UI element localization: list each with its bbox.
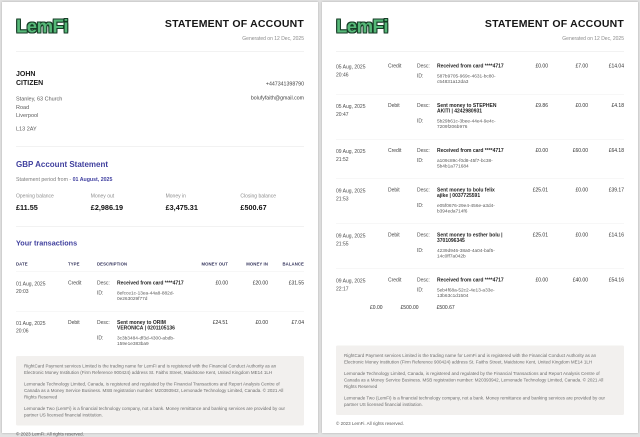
holder-postcode: L13 2AY [16,125,37,132]
id-label: ID: [417,158,424,164]
page-header [336,12,624,52]
txn-money-in: £0.00 [255,319,268,326]
txn-time: 22:17 [336,286,349,292]
txn-description: Sent money to ORIM VERONICA | 0201105136 [117,319,175,331]
txn-description: Sent money to bolu felix ajike | 0037725591 [437,187,495,199]
txn-date: 05 Aug, 2025 [336,64,366,70]
summary-value: £2,986.19 [90,203,124,212]
txn-description: Sent money to STEPHEN AKITI | 4242980931 [437,103,497,114]
txn-money-in: £60.00 [572,148,588,154]
page-2-holder [322,2,638,433]
txn-balance: £500.67 [436,305,455,311]
transaction-row [16,271,304,311]
txn-date: 01 Aug, 2025 [16,281,46,287]
balance-summary [16,193,304,212]
holder-address [16,95,62,120]
page-1-holder [2,2,318,437]
txn-money-in: £500.00 [400,305,419,311]
summary-label: Money out [90,193,115,199]
txn-id: 587b9705-969c-4631-bc80-c54831a12da3 [437,73,496,85]
col-money-out: MONEY OUT [201,261,228,267]
txn-type: Credit [388,148,402,154]
txn-money-out: £0.00 [535,63,548,69]
txn-description: Sent money to esther bolu | 3701096345 [437,232,503,244]
desc-label: Desc: [417,103,430,109]
overflow-amounts-row [370,305,624,311]
account-holder-section [16,69,304,132]
transactions-rows-page2 [336,55,624,318]
txn-description: Received from card ****4717 [437,277,504,283]
txn-money-in: £40.00 [572,277,588,283]
txn-type: Debit [388,187,400,193]
id-label: ID: [417,248,424,254]
txn-id: 4239d946-38a0-4a04-baf5-14c0ff7a042b [437,248,495,259]
transactions-rows-page1 [16,271,304,356]
txn-balance: £14.16 [608,232,624,238]
txn-type: Debit [388,103,400,109]
txn-type: Debit [68,319,80,326]
section-divider [16,146,304,147]
txn-type: Credit [388,63,402,69]
generated-date: Generated on 12 Dec, 2025 [242,36,304,42]
header-divider [336,52,624,53]
summary-label: Money in [165,193,186,199]
txn-money-out: £0.00 [535,277,548,283]
txn-type: Credit [68,280,82,286]
txn-time: 20:47 [336,111,349,118]
statement-title: STATEMENT OF ACCOUNT [484,18,624,30]
txn-balance: £54.16 [608,277,624,283]
txn-balance: £4.18 [611,103,624,109]
txn-money-in: £7.00 [575,63,588,69]
desc-label: Desc: [417,63,430,69]
transaction-row [336,55,624,94]
desc-label: Desc: [97,319,110,326]
legal-paragraph: Lemonade Two (LemFi) is a financial technology company, not a bank. Money remittance and banking services are provided by our partner US licensed financial institution. [24,406,285,418]
legal-paragraph: Lemonade Technology Limited, Canada, is registered and regulated by the Financial Transactions and Report Analysis Centre of Canada as a Money Service Business. MSB registration number: M20393942, Lemonade Technology Limited, Canada. © 2021 All Rights Reserved [24,381,284,400]
txn-money-in: £20.00 [252,280,268,286]
txn-id: 5b29b61c-3bee-44e4-9e4c-7209f206b976 [437,118,496,130]
lemfi-logo: LemFi [16,16,68,37]
id-label: ID: [417,203,424,209]
txn-money-out: £0.00 [535,148,548,154]
summary-money-out [91,193,166,212]
txn-money-in: £0.00 [575,232,588,238]
holder-phone: +447341398790 [265,81,304,87]
period-label: Statement period from - [16,176,72,183]
txn-money-out: £0.00 [215,280,228,286]
transactions-table-header [16,256,304,271]
txn-money-in: £0.00 [575,103,588,109]
statement-period [16,176,304,182]
summary-value: £500.67 [240,203,267,212]
transaction-row [336,139,624,179]
txn-money-out: £24.51 [212,319,228,326]
txn-id: 3c3b3484-df3d-4300-abdb-159e1e383ba9 [117,335,175,347]
col-money-in: MONEY IN [246,261,268,267]
txn-description: Received from card ****4717 [437,148,504,154]
summary-closing [240,193,304,212]
summary-value: £11.55 [16,203,38,212]
statement-page-2 [322,2,638,433]
txn-date: 09 Aug, 2025 [336,149,366,155]
page-footer [16,356,304,437]
txn-time: 21:52 [336,156,349,163]
section-divider [16,226,304,227]
txn-money-out: £0.00 [370,305,383,311]
id-label: ID: [97,335,104,341]
txn-type: Credit [388,277,402,283]
copyright-line: © 2023 LemFi. All rights reserved. [336,421,404,426]
summary-opening [16,193,91,212]
legal-paragraph: Lemonade Two (LemFi) is a financial technology company, not a bank. Money remittance and banking services are provided by our partner US licensed financial institution. [344,395,605,407]
id-label: ID: [417,73,424,79]
txn-balance: £14.04 [608,63,624,69]
txn-money-in: £0.00 [575,187,588,193]
legal-paragraph: Lemonade Technology Limited, Canada, is registered and regulated by the Financial Transactions and Report Analysis Centre of Canada as a Money Service Business. MSB registration number: M20393942, Lemonade Technology Limited, Canada. © 2021 All Rights Reserved [344,370,604,389]
address-line: Liverpool [16,112,39,119]
summary-money-in [166,193,241,212]
txn-date: 09 Aug, 2025 [336,188,366,194]
legal-paragraph: RightCard Payment services Limited is the trading name for LemFi and is registered with the Financial Conduct Authority as an Electronic Money Institution (Firm Reference 900424) address St. Faiths Street, Maidstone Kent, United Kingdom ME14 1LH [24,363,277,375]
address-line: Stanley, 63 Church [16,96,63,103]
transaction-row [336,269,624,309]
header-divider [16,52,304,53]
txn-balance: £39.17 [608,187,624,193]
desc-label: Desc: [417,148,430,154]
col-date: DATE [16,261,28,267]
page-header [16,12,304,52]
desc-label: Desc: [417,277,430,283]
txn-balance: £64.18 [608,148,624,154]
txn-date: 01 Aug, 2025 [16,320,46,327]
transaction-row [336,94,624,139]
txn-type: Debit [388,232,400,238]
txn-balance: £31.55 [288,280,304,286]
lemfi-logo: LemFi [336,16,388,37]
txn-id: 5eb4f68a-52c2-4e13-a33e-13b63c1d1504 [437,287,495,299]
txn-money-out: £25.01 [532,187,548,193]
statement-page-1 [2,2,318,437]
txn-description: Received from card ****4717 [437,63,504,69]
transactions-heading: Your transactions [16,239,78,248]
txn-time: 21:55 [336,241,349,247]
holder-email: bolufyfaith@gmail.com [250,95,304,101]
id-label: ID: [417,118,424,124]
page-footer [336,345,624,426]
id-label: ID: [97,290,104,296]
txn-time: 21:53 [336,196,349,202]
holder-last-name: CITIZEN [16,78,44,87]
transaction-row [336,224,624,269]
period-value: 01 August, 2025 [72,176,113,183]
txn-time: 20:06 [16,328,29,335]
legal-notice [16,356,304,426]
desc-label: Desc: [417,187,430,193]
legal-paragraph: RightCard Payment services Limited is the trading name for LemFi and is registered with the Financial Conduct Authority as an Electronic Money Institution (Firm Reference 900424) address St. Faiths Street, Maidstone Kent, United Kingdom ME14 1LH [344,352,597,365]
txn-time: 20:03 [16,289,29,295]
gbp-statement-heading: GBP Account Statement [16,160,109,169]
col-type: TYPE [68,261,80,267]
txn-balance: £7.04 [291,319,304,326]
holder-contact [251,81,304,132]
holder-first-name: JOHN [16,69,36,78]
txn-money-out: £9.86 [535,103,548,109]
txn-date: 09 Aug, 2025 [336,233,366,239]
desc-label: Desc: [97,280,110,286]
col-balance: BALANCE [282,261,304,267]
txn-money-out: £25.01 [532,232,548,238]
txn-id: e05f0676-29e4-456e-a3d4-b394eda714f6 [437,203,495,214]
txn-description: Received from card ****4717 [117,280,184,286]
txn-id: 8efcce1c-13ea-44a8-882d-0e263029f77d [117,290,175,302]
txn-time: 20:46 [336,72,349,78]
copyright-line: © 2023 LemFi. All rights reserved. [16,431,84,437]
summary-value: £3,475.31 [165,203,198,212]
summary-label: Closing balance [240,193,276,199]
desc-label: Desc: [417,232,430,238]
statement-title: STATEMENT OF ACCOUNT [164,18,304,30]
transaction-row [16,311,304,356]
txn-date: 05 Aug, 2025 [336,104,366,110]
legal-notice [336,345,624,415]
id-label: ID: [417,287,424,293]
txn-date: 09 Aug, 2025 [336,278,366,284]
transaction-row [336,179,624,224]
summary-label: Opening balance [16,193,54,199]
generated-date: Generated on 12 Dec, 2025 [562,36,624,42]
txn-id: a109c89c-f0d8-45f7-bc38-5b4b1a771684 [437,158,493,169]
address-line: Road [16,104,30,111]
col-description: DESCRIPTION [97,261,128,267]
